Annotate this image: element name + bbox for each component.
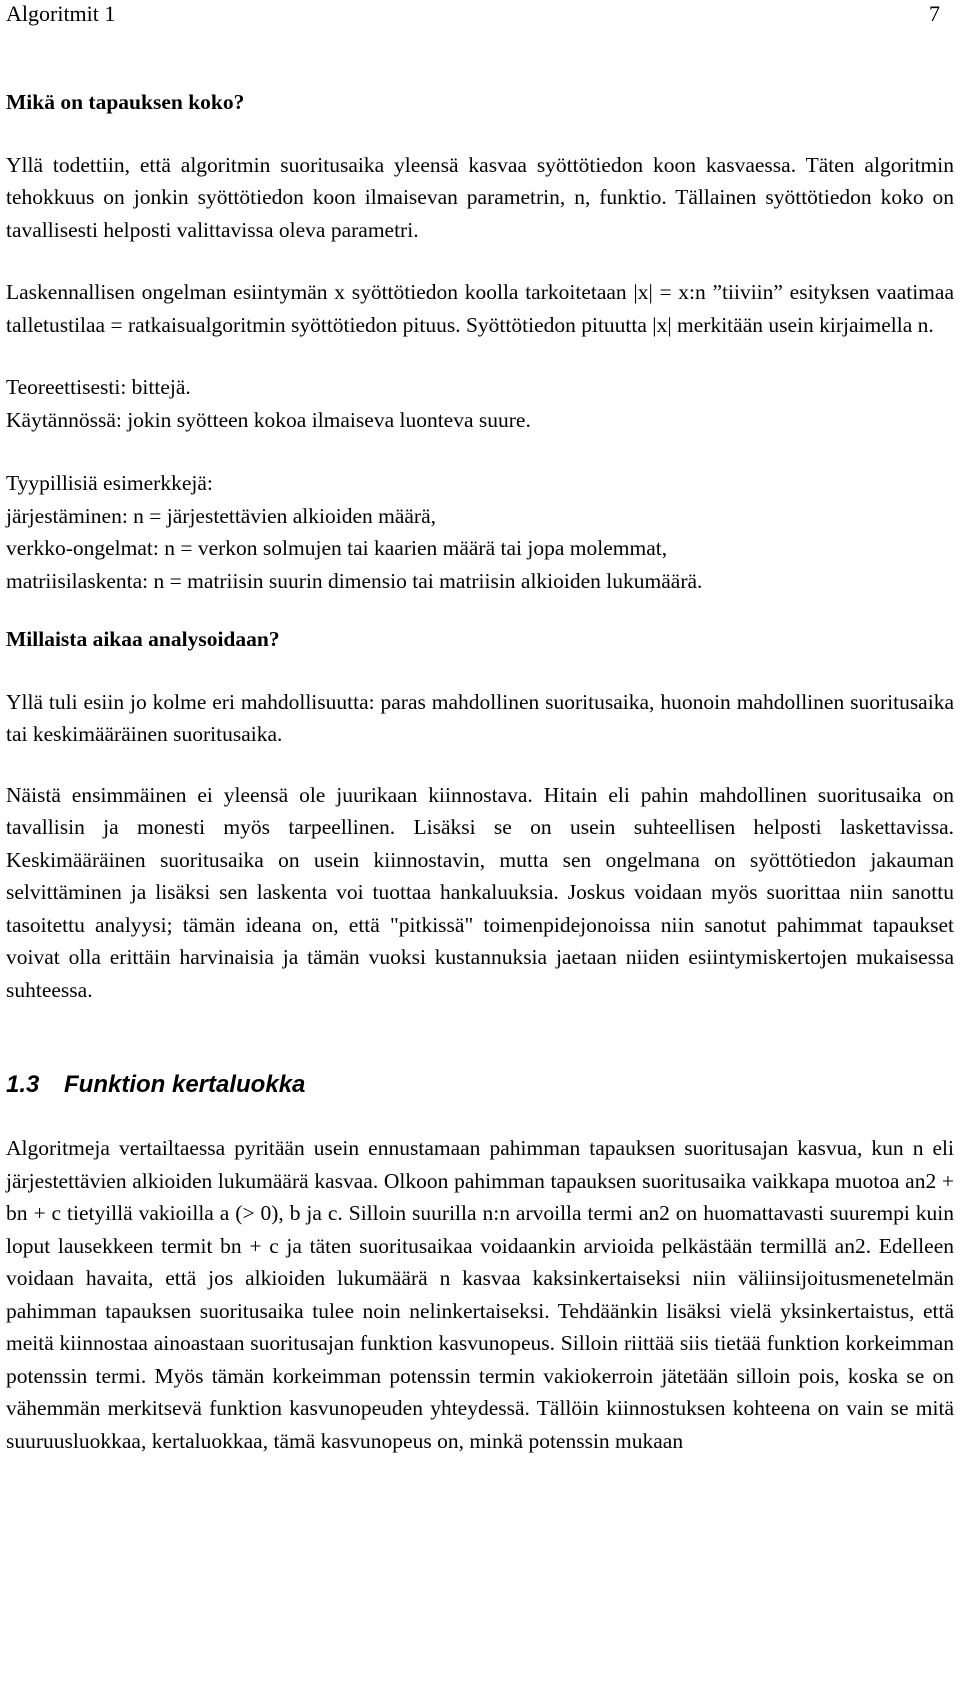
paragraph-three-options: Yllä tuli esiin jo kolme eri mahdollisuutta: paras mahdollinen suoritusaika, huonoin mahdollinen suoritusaika tai keskimääräinen suoritusaika. [6,689,954,746]
question-heading-2: Millaista aikaa analysoidaan? [6,627,280,651]
paragraph-order-of-growth: Algoritmeja vertailtaessa pyritään usein ennustamaan pahimman tapauksen suoritusajan kasvua, kun n eli järjestettävien alkioiden lukumäärä kasvaa. Olkoon pahimman tapauksen suoritusaika vaikkapa muotoa an2 + bn + c tietyillä vakioilla a (> 0), b ja c. Silloin suurilla n:n arvoilla termi an2 on huomattavasti suurempi kuin loput lausekkeen termit bn + c ja täten suoritusaikaa voidaankin arvioida pelkästään termillä an2. Edelleen voidaan havaita, että jos alkioiden lukumäärä n kasvaa kaksinkertaiseksi niin väliinsijoitusmenetelmän pahimman tapauksen suoritusaika tulee noin nelinkertaiseksi. Tehdäänkin lisäksi vielä yksinkertaistus, että meitä kiinnostaa ainoastaan suoritusajan funktion kasvunopeus. Silloin riittää siis tietää funktion korkeimman potenssin termi. Myös tämän korkeimman potenssin termin vakiokerroin jätetään silloin pois, koska se on vähemmän merkitsevä funktion kasvunopeuden yhteydessä. Tällöin kiinnostuksen kohteena on vain se mitä suuruusluokkaa, kertaluokkaa, tämä kasvunopeus on, minkä potenssin mukaan [6,1136,954,1453]
example-item-matrix: matriisilaskenta: n = matriisin suurin dimensio tai matriisin alkioiden lukumäärä. [6,568,703,593]
examples-intro: Tyypillisiä esimerkkejä: [6,471,213,495]
paragraph-theoretical: Teoreettisesti: bittejä. [6,375,191,399]
example-item-sorting: järjestäminen: n = järjestettävien alkioiden määrä, [6,503,437,528]
section-heading [6,1070,954,1100]
page-header [6,0,954,30]
section-number: 1.3 [6,1071,40,1098]
paragraph-worst-average: Näistä ensimmäinen ei yleensä ole juurikaan kiinnostava. Hitain eli pahin mahdollinen suoritusaika on tavallisin ja monesti myös tarpeellinen. Lisäksi se on usein suhteellisen helposti laskettavissa. Keskimääräinen suoritusaika on usein kiinnostavin, mutta sen ongelmana on syöttötiedon jakauman selvittäminen ja lisäksi sen laskenta voi tuottaa hankaluuksia. Joskus voidaan myös suorittaa niin sanottu tasoitettu analyysi; tämän ideana on, että "pitkissä" toimenpidejonoissa niin sanotut pahimmat tapaukset voivat olla erittäin harvinaisia ja tämän vuoksi kustannuksia jaetaan niiden esiintymiskertojen mukaisessa suhteessa. [6,782,954,1002]
example-item-graph: verkko-ongelmat: n = verkon solmujen tai kaarien määrä tai jopa molemmat, [6,536,668,560]
running-title: Algoritmit 1 [6,1,116,26]
paragraph-input-size: Laskennallisen ongelman esiintymän x syöttötiedon koolla tarkoitetaan |x| = x:n ”tiiviin” esityksen vaatimaa talletustilaa = ratkaisualgoritmin syöttötiedon pituus. Syöttötiedon pituutta |x| merkitään usein kirjaimella n. [6,280,954,337]
section-title: Funktion kertaluokka [64,1071,306,1098]
paragraph-practical: Käytännössä: jokin syötteen kokoa ilmaiseva luonteva suure. [6,407,531,432]
question-heading-1: Mikä on tapauksen koko? [6,90,245,114]
paragraph-intro: Yllä todettiin, että algoritmin suoritusaika yleensä kasvaa syöttötiedon koon kasvaessa. Täten algoritmin tehokkuus on jonkin syöttötiedon koon ilmaisevan parametrin, n, funktio. Tällainen syöttötiedon koko on tavallisesti helposti valittavissa oleva parametri. [6,152,954,242]
page-number: 7 [929,1,940,26]
